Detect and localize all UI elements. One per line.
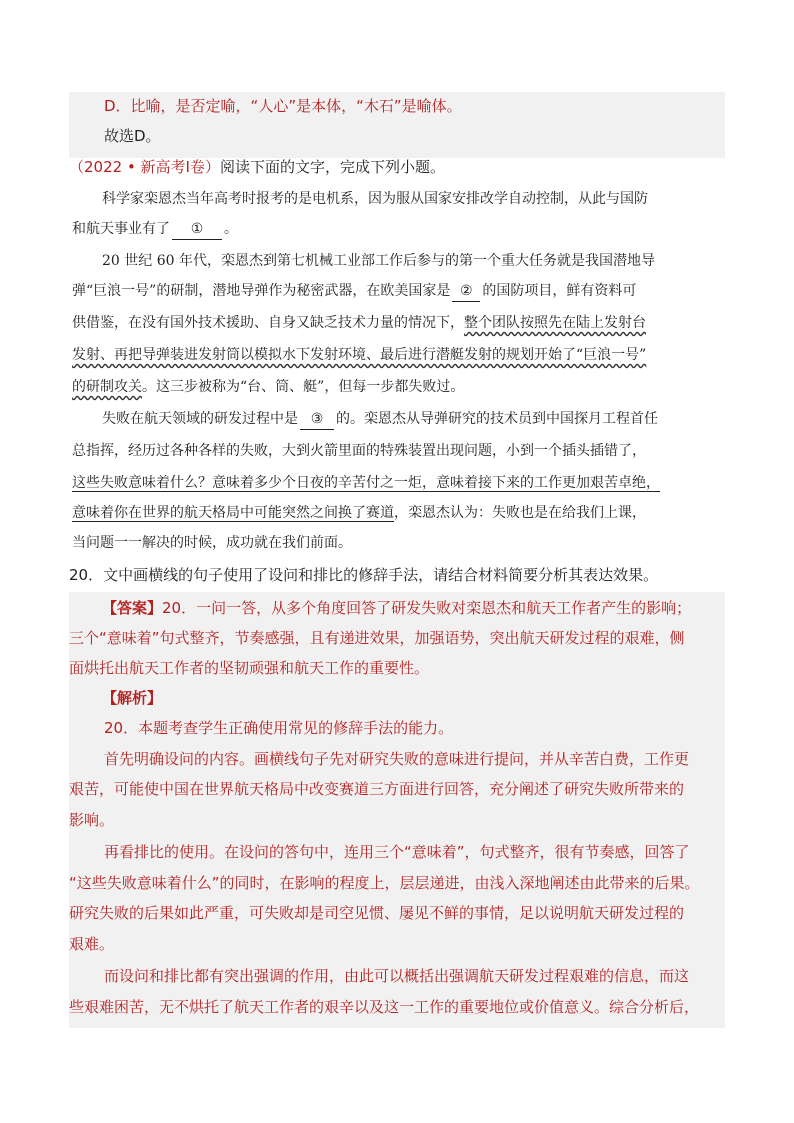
passage-p3-line4: [72, 503, 646, 523]
analysis-line10: 些艰难困苦，无不烘托了航天工作者的艰辛以及这一工作的重要地位或价值意义。综合分析后，: [69, 998, 700, 1016]
text-segment: 弹“巨浪一号”的研制，潜地导弹作为秘密武器，在欧美国家是: [72, 283, 451, 299]
text-segment: 20．一问一答，从多个角度回答了研发失败对栾恩杰和航天工作者产生的影响；: [162, 599, 692, 617]
prev-answer-option-d: D．比喻，是否定喻，“人心”是本体，“木石”是喻体。: [104, 97, 462, 115]
answer-line2: 三个“意味着”句式整齐，节奏感强，且有递进效果，加强语势，突出航天研发过程的艰难，侧: [69, 629, 685, 647]
analysis-line7: 研究失败的后果如此严重，可失败却是司空见惯、屡见不鲜的事情，足以说明航天研发过程的: [69, 904, 685, 922]
blank-3: ③: [300, 409, 334, 430]
wavy-underlined-text: 整个团队按照先在陆上发射台: [464, 315, 646, 331]
passage-p1-line1: 科学家栾恩杰当年高考时报考的是电机系，因为服从国家安排改学自动控制，从此与国防: [102, 191, 648, 207]
passage-instruction: 阅读下面的文字，完成下列小题。: [219, 158, 445, 176]
analysis-line4: 影响。: [69, 811, 115, 829]
passage-p1-line2: [72, 219, 238, 240]
underlined-text: 意味着你在世界的航天格局中可能突然之间换了赛道: [72, 505, 394, 521]
analysis-line8: 艰难。: [69, 935, 115, 953]
passage-p2-line3: [72, 313, 646, 333]
passage-p3-line3: 这些失败意味着什么？意味着多少个日夜的辛苦付之一炬，意味着接下来的工作更加艰苦卓绝，: [72, 475, 660, 491]
answer-line3: 面烘托出航天工作者的坚韧顽强和航天工作的重要性。: [69, 659, 430, 677]
passage-p2-line4: 发射、再把导弹装进发射筒以模拟水下发射环境、最后进行潜艇发射的规划开始了“巨浪一号”: [72, 347, 647, 363]
text-segment: 供借鉴，在没有国外技术援助、自身又缺乏技术力量的情况下，: [72, 315, 464, 331]
passage-p2-line2: [72, 281, 636, 302]
text-segment: 。: [224, 221, 238, 237]
analysis-line5: 再看排比的使用。在设问的答句中，连用三个“意味着”，句式整齐，很有节奏感，回答了: [104, 843, 690, 861]
blank-2: ②: [452, 281, 480, 302]
analysis-line9: 而设问和排比都有突出强调的作用，由此可以概括出强调航天研发过程艰难的信息，而这: [104, 967, 690, 985]
passage-p3-line2: 总指挥，经历过各种各样的失败，大到火箭里面的特殊装置出现问题，小到一个插头插错了，: [72, 443, 646, 459]
wavy-underlined-text: 的研制攻关: [72, 379, 142, 395]
answer-line1: [102, 598, 691, 618]
passage-p3-line1: [102, 409, 658, 430]
text-segment: 和航天事业有了: [72, 221, 170, 237]
analysis-label: 【解析】: [102, 689, 163, 707]
analysis-line3: 艰苦，可能使中国在世界航天格局中改变赛道三方面进行回答，充分阐述了研究失败所带来的: [69, 780, 685, 798]
passage-p2-line1: 20 世纪 60 年代，栾恩杰到第七机械工业部工作后参与的第一个重大任务就是我国潜地导: [102, 253, 655, 269]
source-tag: （2022 • 新高考Ⅰ卷）: [69, 158, 220, 176]
prev-answer-conclusion: 故选D。: [104, 127, 161, 145]
analysis-line2: 首先明确设问的内容。画横线句子先对研究失败的意味进行提问，并从辛苦白费，工作更: [104, 750, 690, 768]
analysis-line1: 20．本题考查学生正确使用常见的修辞手法的能力。: [104, 719, 454, 737]
analysis-line6: “这些失败意味着什么”的同时，在影响的程度上，层层递进，由浅入深地阐述由此带来的后果。: [69, 874, 700, 892]
answer-label: 【答案】: [102, 599, 163, 617]
passage-p3-line5: 当问题一一解决的时候，成功就在我们前面。: [72, 535, 352, 551]
passage-p2-line5: [72, 377, 464, 397]
text-segment: 的。栾恩杰从导弹研究的技术员到中国探月工程首任: [336, 411, 658, 427]
question-20: 20．文中画横线的句子使用了设问和排比的修辞手法，请结合材料简要分析其表达效果。: [69, 566, 659, 584]
text-segment: 的国防项目，鲜有资料可: [482, 283, 637, 299]
text-segment: 。这三步被称为“台、筒、艇”，但每一步都失败过。: [142, 379, 465, 395]
text-segment: ，栾恩杰认为：失败也是在给我们上课，: [394, 505, 646, 521]
passage-header: [69, 157, 445, 177]
blank-1: ①: [172, 219, 222, 240]
text-segment: 失败在航天领域的研发过程中是: [102, 411, 298, 427]
